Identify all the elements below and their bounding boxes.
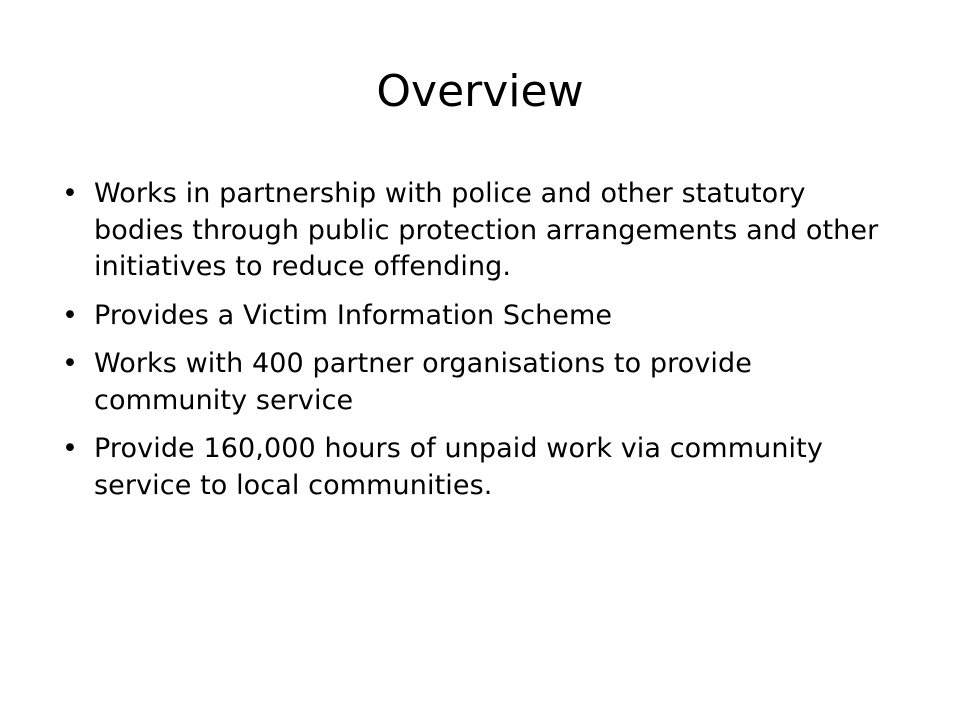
- bullet-icon: •: [62, 178, 79, 209]
- bullet-icon: •: [62, 299, 79, 331]
- bullet-list: [60, 176, 900, 516]
- bullet-item: [60, 431, 900, 504]
- slide-title: Overview: [376, 66, 584, 117]
- bullet-text: Works in partnership with police and other statutory bodies through public protection arrangements and other initiatives to reduce offending.: [94, 178, 879, 282]
- bullet-text: Works with 400 partner organisations to provide community service: [94, 348, 752, 416]
- bullet-item: [60, 176, 900, 286]
- bullet-text: Provides a Victim Information Scheme: [94, 299, 613, 331]
- bullet-icon: •: [62, 433, 79, 464]
- bullet-item: [60, 298, 900, 335]
- bullet-text: Provide 160,000 hours of unpaid work via community service to local communities.: [94, 433, 823, 501]
- bullet-item: [60, 346, 900, 419]
- bullet-icon: •: [62, 348, 79, 379]
